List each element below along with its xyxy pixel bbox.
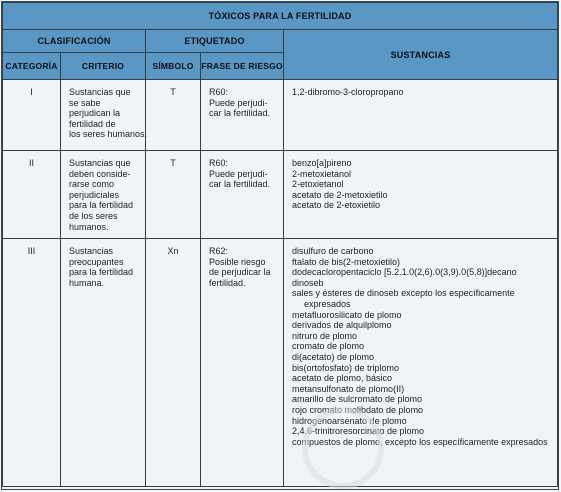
table-row <box>3 151 558 239</box>
substance-item: acetato de plomo, básico <box>292 373 393 384</box>
criterion-line: perjudican la <box>69 108 121 119</box>
fertility-toxics-table <box>2 2 558 487</box>
substance-item: ftalato de bis(2-metoxietilo) <box>292 256 401 267</box>
substance-item: di(acetato) de plomo <box>292 351 375 362</box>
risk-phrase-header: FRASE DE RIESGO <box>201 53 284 80</box>
criterion-line: humana. <box>69 277 105 288</box>
substance-item: 2,4,6-trinitroresorcinato de plomo <box>292 426 425 437</box>
substance-item: hidrogenoarsenato de plomo <box>292 415 407 426</box>
substance-item: 1,2-dibromo-3-cloropropano <box>292 87 404 97</box>
substances-cell <box>284 151 557 211</box>
criterion-line: humanos. <box>69 221 109 232</box>
category-header: CATEGORÍA <box>3 53 61 80</box>
criterion-line: perjudiciales <box>69 189 120 200</box>
risk-phrase-line: Puede perjudi- <box>209 97 268 108</box>
substance-item: dinoseb <box>292 277 324 288</box>
substance-item: sales y ésteres de dinoseb excepto los específicamente <box>292 288 515 299</box>
substances-header: SUSTANCIAS <box>284 30 558 80</box>
criterion-line: deben conside- <box>69 168 131 179</box>
substance-item: derivados de alquilplomo <box>292 320 392 331</box>
risk-phrase-line: Puede perjudi- <box>209 168 268 179</box>
substance-item: 2-metoxietanol <box>292 168 352 179</box>
substance-item: 2-etoxietanol <box>292 179 344 190</box>
substance-item: dodecacloropentaciclo [5.2.1.0(2,6).0(3,9).0(5,8)]decano <box>292 267 517 278</box>
criterion-line: de los seres <box>69 210 118 221</box>
criterion-line: fertilidad de <box>69 118 116 129</box>
criterion-cell <box>61 151 145 232</box>
category-cell: III <box>27 246 36 256</box>
criterion-line: se sabe <box>69 97 101 108</box>
fertility-toxics-table-sheet <box>1 1 559 490</box>
substance-item: disulfuro de carbono <box>292 246 374 256</box>
substance-item: rojo cromato molibdato de plomo <box>292 404 424 415</box>
symbol-cell: T <box>170 158 176 168</box>
criterion-header: CRITERIO <box>61 53 146 80</box>
risk-phrase-cell <box>201 151 283 190</box>
substance-item: benzo[a]pireno <box>292 158 352 168</box>
substance-item: nitruro de plomo <box>292 330 358 341</box>
substance-item: expresados <box>304 298 351 309</box>
classification-group-header: CLASIFICACIÓN <box>3 30 146 53</box>
risk-phrase-line: R60: <box>209 87 229 97</box>
substance-item: cromato de plomo <box>292 341 365 352</box>
risk-phrase-line: Posible riesgo <box>209 256 266 267</box>
criterion-line: Sustancias <box>69 246 114 256</box>
criterion-line: para la fertilidad <box>69 200 134 211</box>
risk-phrase-cell <box>201 239 283 288</box>
criterion-line: preocupantes <box>69 256 124 267</box>
substance-item: amarillo de sulcromato de plomo <box>292 394 423 405</box>
substance-item: acetato de 2-metoxietilo <box>292 189 388 200</box>
risk-phrase-line: fertilidad. <box>209 277 246 288</box>
substance-item: metafluorosilicato de plomo <box>292 309 402 320</box>
table-row <box>3 239 558 487</box>
category-cell: II <box>28 158 34 168</box>
risk-phrase-line: car la fertilidad. <box>209 108 271 119</box>
risk-phrase-line: de perjudicar la <box>209 267 271 278</box>
risk-phrase-line: R60: <box>209 158 229 168</box>
risk-phrase-line: car la fertilidad. <box>209 179 271 190</box>
criterion-line: Sustancias que <box>69 158 131 168</box>
risk-phrase-line: R62: <box>209 246 229 256</box>
table-row <box>3 80 558 151</box>
symbol-cell: Xn <box>167 246 179 256</box>
criterion-line: Sustancias que <box>69 87 131 97</box>
criterion-line: los seres humanos. <box>69 129 148 140</box>
substance-item: bis(ortofosfato) de triplomo <box>292 362 400 373</box>
criterion-line: rarse como <box>69 179 115 190</box>
substance-item: metansulfonato de plomo(II) <box>292 383 405 394</box>
table-title: TÓXICOS PARA LA FERTILIDAD <box>3 3 558 30</box>
substance-item: compuestos de plomo, excepto los específicamente expresados <box>292 436 548 447</box>
labeling-group-header: ETIQUETADO <box>146 30 284 53</box>
criterion-line: para la fertilidad <box>69 267 134 278</box>
substances-cell <box>284 80 557 98</box>
category-cell: I <box>30 87 33 97</box>
symbol-cell: T <box>170 87 176 97</box>
risk-phrase-cell <box>201 80 283 119</box>
substance-item: acetato de 2-etoxietilo <box>292 200 381 211</box>
symbol-header: SÍMBOLO <box>146 53 201 80</box>
criterion-cell <box>61 80 148 140</box>
substances-cell <box>284 239 557 447</box>
criterion-cell <box>61 239 145 288</box>
